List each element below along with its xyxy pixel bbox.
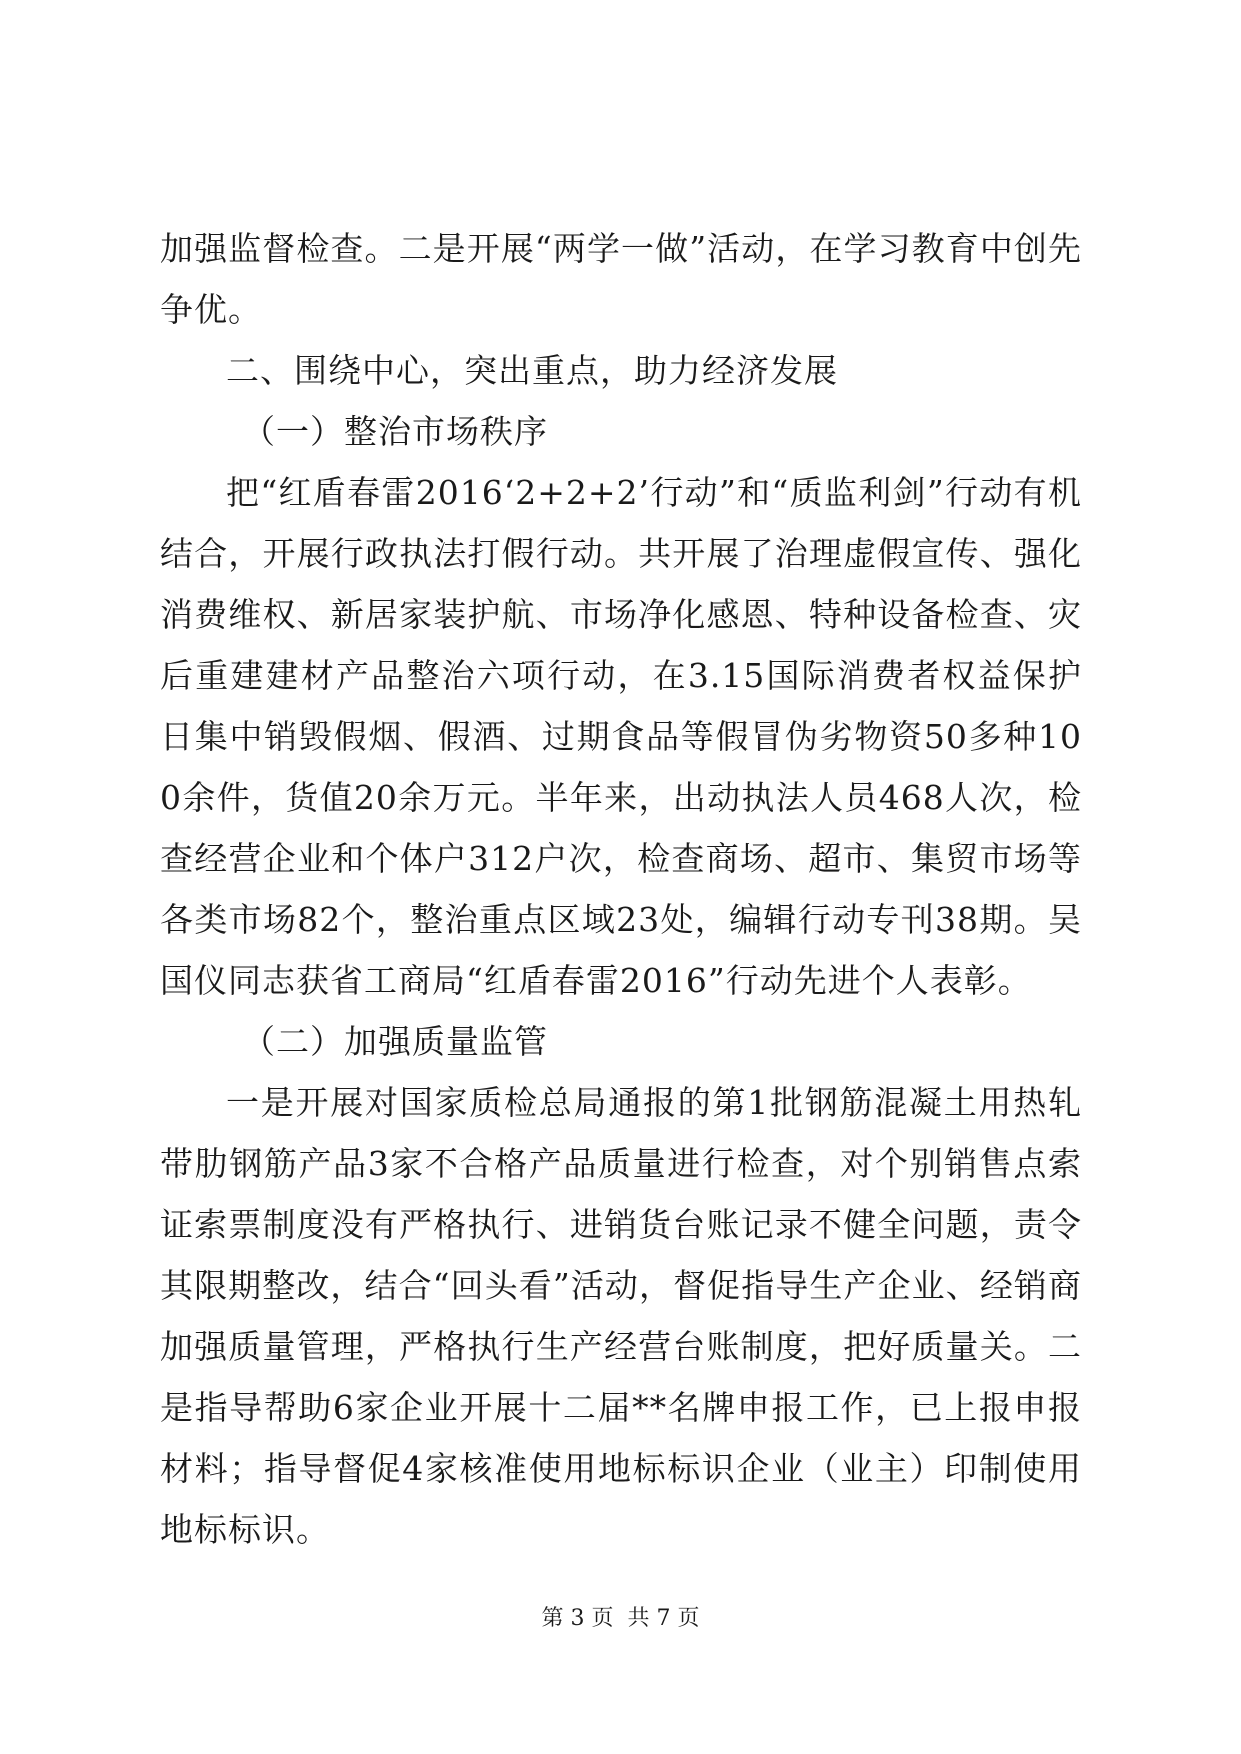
document-body (160, 218, 1082, 1560)
section-heading: 二、围绕中心，突出重点，助力经济发展 (226, 351, 838, 390)
paragraph-market-enforcement: 把“红盾春雷2016‘2+2+2’行动”和“质监利剑”行动有机结合，开展行政执法打假行动。共开展了治理虚假宣传、强化消费维权、新居家装护航、市场净化感恩、特种设备检查、灾后重建建材产品整治六项行动，在3.15国际消费者权益保护日集中销毁假烟、假酒、过期食品等假冒伪劣物资50多种100余件，货值20余万元。半年来，出动执法人员468人次，检查经营企业和个体户312户次，检查商场、超市、集贸市场等各类市场82个，整治重点区域23处，编辑行动专刊38期。吴国仪同志获省工商局“红盾春雷2016”行动先进个人表彰。 (160, 473, 1082, 1000)
subsection-heading-quality-supervision: （二）加强质量监管 (242, 1022, 548, 1061)
subsection-heading-market-order: （一）整治市场秩序 (242, 412, 548, 451)
paragraph-quality-supervision: 一是开展对国家质检总局通报的第1批钢筋混凝土用热轧带肋钢筋产品3家不合格产品质量进行检查，对个别销售点索证索票制度没有严格执行、进销货台账记录不健全问题，责令其限期整改，结合“回头看”活动，督促指导生产企业、经销商加强质量管理，严格执行生产经营台账制度，把好质量关。二是指导帮助6家企业开展十二届**名牌申报工作，已上报申报材料；指导督促4家核准使用地标标识企业（业主）印制使用地标标识。 (160, 1083, 1082, 1549)
page-footer: 第 3 页 共 7 页 (541, 1606, 700, 1631)
paragraph-continuation: 加强监督检查。二是开展“两学一做”活动，在学习教育中创先争优。 (160, 229, 1082, 329)
